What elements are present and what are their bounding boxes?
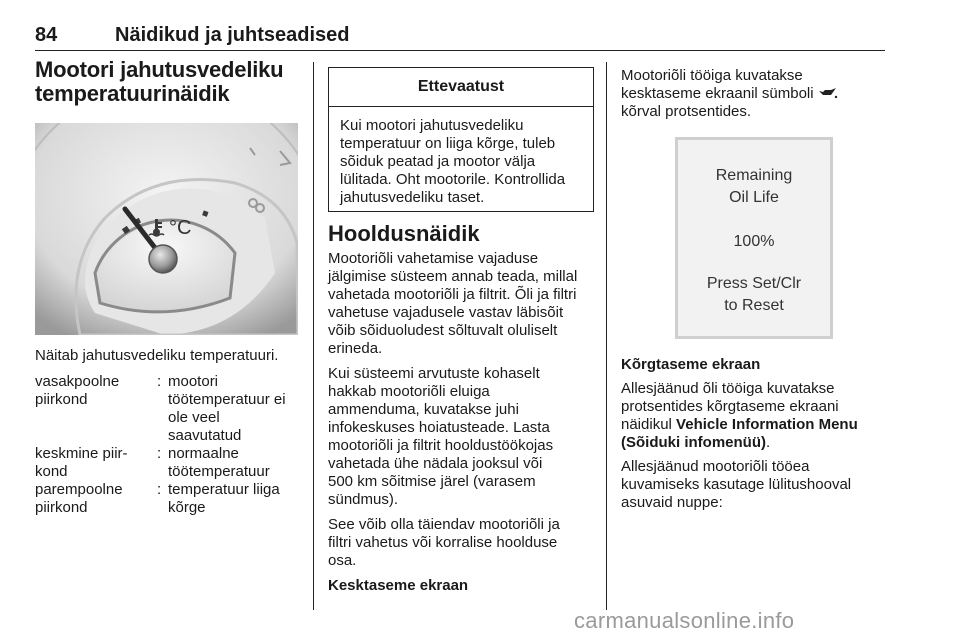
service-title: Hooldusnäidik — [328, 221, 480, 246]
service-paragraph: Kui süsteemi arvutuste kohaselt hakkab mootoriõli eluiga ammenduma, kuvatakse juhi infokeskuses hoiatusteade. Lasta mootoriõli ja filtrit hooldustöökojas vahetada ühe nädala jooksul või 500 km sõitmise järel (varasem sündmus). — [328, 365, 554, 508]
coolant-section — [35, 58, 303, 106]
coolant-gauge-illustration — [35, 123, 298, 335]
caution-text: Kui mootori jahutusvedeliku temperatuur on liiga kõrge, tuleb sõiduk peatad ja mootor välja lülitada. Oht mootorile. Kontrollida jahutusvedeliku taset. — [340, 117, 566, 206]
display-line: to Reset — [724, 297, 784, 314]
oil-life-intro: Mootoriõli tööiga kuvatakse kesktaseme ekraanil sümboli kõrval protsentides. — [621, 67, 883, 121]
column-divider-right — [606, 62, 607, 610]
definition-list — [35, 373, 305, 517]
coolant-gauge-image — [35, 123, 298, 335]
page-number: 84 — [35, 24, 58, 46]
high-display-subheading: Kõrgtaseme ekraan — [621, 356, 761, 373]
column-divider-left — [313, 62, 314, 610]
definition-row: vasakpoolne piirkond : mootori töötemperatuur ei ole veel saavutatud — [35, 373, 286, 444]
caution-title: Ettevaatust — [329, 68, 593, 107]
caution-box — [328, 67, 594, 212]
section-title: Mootori jahutusvedeliku temperatuurinäidik — [35, 57, 284, 106]
display-line: Press Set/Clr — [706, 275, 802, 292]
watermark: carmanualsonline.info — [574, 608, 795, 633]
oil-can-icon — [818, 87, 838, 99]
gauge-caption: Näitab jahutusvedeliku temperatuuri. — [35, 347, 279, 364]
service-paragraph: See võib olla täiendav mootoriõli ja filtri vahetus või korralise hoolduse osa. — [328, 516, 560, 569]
service-section — [328, 222, 594, 602]
mid-display-subheading: Kesktaseme ekraan — [328, 577, 469, 594]
definition-row: keskmine piir- kond : normaalne töötemperatuur — [35, 445, 270, 480]
oil-life-display — [675, 137, 833, 339]
page-header — [35, 22, 885, 51]
definition-row: parempoolne piirkond : temperatuur liiga kõrge — [35, 481, 280, 516]
service-paragraph: Mootoriõli vahetamise vajaduse jälgimise süsteem annab teada, millal vahetada mootoriõli ja filtrit. Õli ja filtri vahetuse vajadusele vastav läbisõit võib sõiduoludest sõltuvalt oluliselt erineda. — [328, 250, 578, 357]
high-display-paragraph: Allesjäänud õli tööiga kuvatakse protsentides kõrgtaseme ekraani näidikul Vehicle Information Menu (Sõiduki infomenüü). — [621, 380, 858, 451]
chapter-title: Näidikud ja juhtseadised — [115, 24, 350, 46]
oil-life-value: 100% — [733, 233, 775, 250]
high-display-paragraph: Allesjäänud mootoriõli tööea kuvamiseks kasutage lülitushooval asuvaid nuppe: — [621, 458, 852, 511]
display-line: Remaining — [715, 167, 793, 184]
gauge-unit-label: °C — [169, 217, 192, 239]
high-display-section — [621, 356, 883, 518]
display-line: Oil Life — [729, 189, 779, 206]
